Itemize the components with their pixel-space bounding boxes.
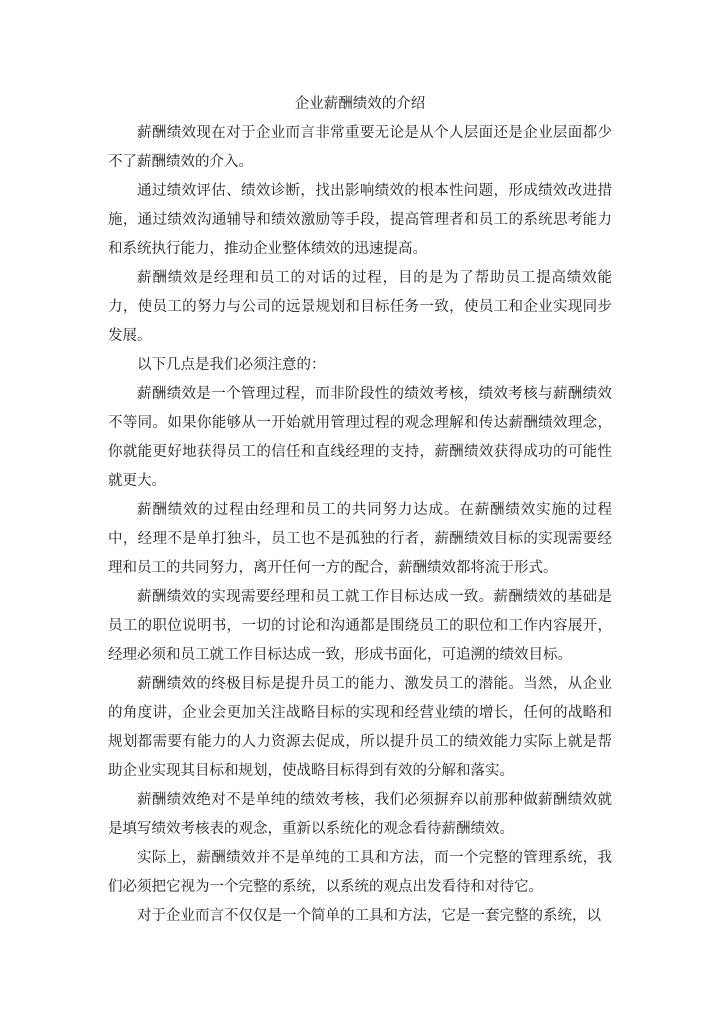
paragraph-9: 薪酬绩效绝对不是单纯的绩效考核，我们必须摒弃以前那种做薪酬绩效就是填写绩效考核表的观念，重新以系统化的观念看待薪酬绩效。 bbox=[108, 792, 612, 837]
paragraph-1: 薪酬绩效现在对于企业而言非常重要无论是从个人层面还是企业层面都少不了薪酬绩效的介入。 bbox=[108, 125, 612, 170]
paragraph-2: 通过绩效评估、绩效诊断，找出影响绩效的根本性问题，形成绩效改进措施，通过绩效沟通辅导和绩效激励等手段，提高管理者和员工的系统思考能力和系统执行能力，推动企业整体绩效的迅速提高。 bbox=[108, 183, 612, 257]
paragraph-6: 薪酬绩效的过程由经理和员工的共同努力达成。在薪酬绩效实施的过程中，经理不是单打独斗，员工也不是孤独的行者，薪酬绩效目标的实现需要经理和员工的共同努力，离开任何一方的配合，薪酬绩效都将流于形式。 bbox=[108, 502, 612, 576]
paragraph-5: 薪酬绩效是一个管理过程，而非阶段性的绩效考核，绩效考核与薪酬绩效不等同。如果你能够从一开始就用管理过程的观念理解和传达薪酬绩效理念，你就能更好地获得员工的信任和直线经理的支持，薪酬绩效获得成功的可能性就更大。 bbox=[108, 386, 612, 489]
paragraph-4: 以下几点是我们必须注意的： bbox=[137, 357, 326, 373]
document-page bbox=[108, 90, 612, 931]
paragraph-3: 薪酬绩效是经理和员工的对话的过程，目的是为了帮助员工提高绩效能力，使员工的努力与公司的远景规划和目标任务一致，使员工和企业实现同步发展。 bbox=[108, 270, 612, 344]
paragraph-11: 对于企业而言不仅仅是一个简单的工具和方法，它是一套完整的系统，以 bbox=[137, 908, 601, 924]
paragraph-7: 薪酬绩效的实现需要经理和员工就工作目标达成一致。薪酬绩效的基础是员工的职位说明书，一切的讨论和沟通都是围绕员工的职位和工作内容展开，经理必须和员工就工作目标达成一致，形成书面化，可追溯的绩效目标。 bbox=[108, 589, 612, 663]
document-title: 企业薪酬绩效的介绍 bbox=[294, 96, 426, 112]
paragraph-8: 薪酬绩效的终极目标是提升员工的能力、激发员工的潜能。当然，从企业的角度讲，企业会更加关注战略目标的实现和经营业绩的增长，任何的战略和规划都需要有能力的人力资源去促成，所以提升员工的绩效能力实际上就是帮助企业实现其目标和规划，使战略目标得到有效的分解和落实。 bbox=[108, 676, 612, 779]
paragraph-10: 实际上，薪酬绩效并不是单纯的工具和方法，而一个完整的管理系统，我们必须把它视为一个完整的系统，以系统的观点出发看待和对待它。 bbox=[108, 850, 612, 895]
